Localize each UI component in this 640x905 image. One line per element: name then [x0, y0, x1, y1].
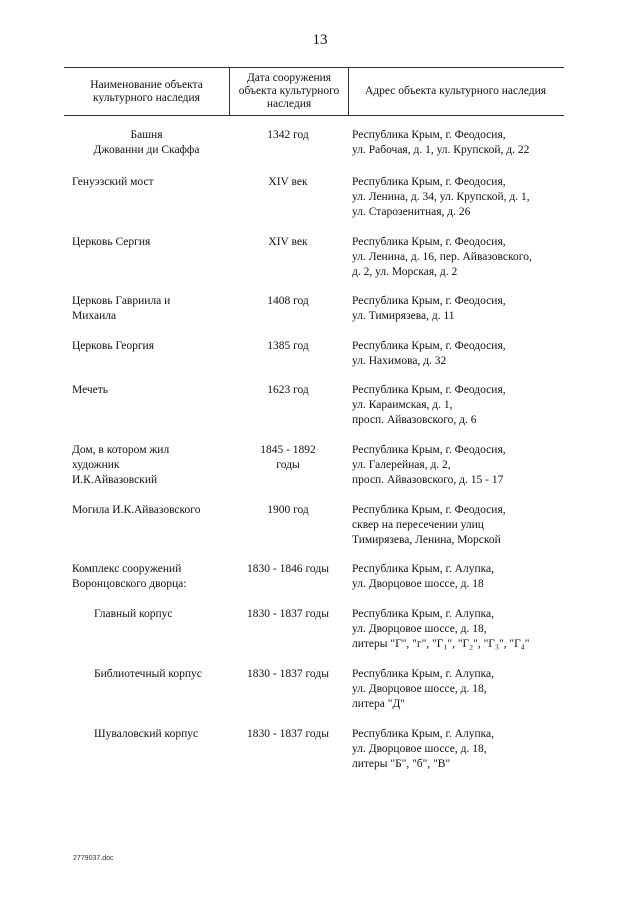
heritage-name: Церковь Гавриила и Михаила	[72, 295, 171, 322]
construction-date: 1830 - 1837 годы	[247, 728, 329, 740]
heritage-name: Церковь Георгия	[72, 340, 154, 352]
construction-date: 1830 - 1837 годы	[247, 608, 329, 620]
heritage-address: Республика Крым, г. Алупка, ул. Дворцовое шоссе, д. 18, литеры "Б", "б", "В"	[352, 728, 495, 770]
heritage-address: Республика Крым, г. Алупка, ул. Дворцовое шоссе, д. 18	[352, 563, 495, 590]
heritage-address: Республика Крым, г. Алупка, ул. Дворцовое шоссе, д. 18, литера "Д"	[352, 668, 495, 710]
header-line: Дата сооружения	[246, 72, 332, 84]
construction-date: 1385 год	[267, 340, 309, 352]
header-line: объекта культурного	[238, 85, 340, 97]
document-filename: 2779037.doc	[73, 855, 114, 862]
heritage-name: Генуэзский мост	[72, 176, 154, 188]
header-address-column	[347, 68, 564, 115]
construction-date: 1623 год	[267, 384, 309, 396]
construction-date: 1342 год	[267, 129, 309, 141]
heritage-name: Библиотечный корпус	[94, 668, 202, 680]
table-header	[64, 67, 564, 116]
heritage-address: Республика Крым, г. Феодосия, сквер на пересечении улиц Тимирязева, Ленина, Морской	[352, 504, 506, 546]
heritage-name: Дом, в котором жил художник И.К.Айвазовский	[72, 444, 170, 486]
heritage-name: Церковь Сергия	[72, 236, 151, 248]
header-line: Адрес объекта культурного наследия	[364, 85, 547, 97]
construction-date: XIV век	[268, 176, 308, 188]
heritage-address: Республика Крым, г. Феодосия, ул. Нахимова, д. 32	[352, 340, 506, 367]
heritage-address: Республика Крым, г. Феодосия, ул. Караимская, д. 1, просп. Айвазовского, д. 6	[352, 384, 506, 426]
heritage-address: Республика Крым, г. Алупка, ул. Дворцовое шоссе, д. 18, литеры "Г", "г", "Г₁", "Г₂", "Г₃", "Г₄"	[352, 608, 530, 650]
heritage-address: Республика Крым, г. Феодосия, ул. Ленина, д. 34, ул. Крупской, д. 1, ул. Старозенитная, д. 26	[352, 176, 530, 218]
header-line: Наименование объекта	[90, 78, 203, 91]
heritage-address: Республика Крым, г. Феодосия, ул. Ленина, д. 16, пер. Айвазовского, д. 2, ул. Морская, д. 2	[352, 236, 532, 278]
construction-date: 1830 - 1837 годы	[247, 668, 329, 680]
heritage-address: Республика Крым, г. Феодосия, ул. Галерейная, д. 2, просп. Айвазовского, д. 15 - 17	[352, 444, 506, 486]
construction-date: 1830 - 1846 годы	[247, 563, 329, 575]
header-line: наследия	[266, 98, 312, 110]
header-line: культурного наследия	[93, 91, 200, 104]
heritage-address: Республика Крым, г. Феодосия, ул. Тимирязева, д. 11	[352, 295, 506, 322]
heritage-address: Республика Крым, г. Феодосия, ул. Рабочая, д. 1, ул. Крупской, д. 22	[352, 129, 530, 156]
header-date-column	[229, 68, 349, 115]
heritage-name: Мечеть	[72, 384, 109, 396]
construction-date: XIV век	[268, 236, 308, 248]
heritage-name: Башня Джованни ди Скаффа	[93, 129, 200, 156]
construction-date: 1408 год	[267, 295, 309, 307]
construction-date: 1900 год	[267, 504, 309, 516]
heritage-name: Главный корпус	[94, 608, 173, 620]
construction-date: 1845 - 1892 годы	[260, 444, 316, 471]
heritage-name: Могила И.К.Айвазовского	[72, 504, 201, 516]
heritage-name: Шуваловский корпус	[94, 728, 199, 740]
heritage-name: Комплекс сооружений Воронцовского дворца:	[72, 563, 187, 590]
page-number: 13	[312, 32, 328, 48]
header-name-column	[64, 68, 229, 115]
